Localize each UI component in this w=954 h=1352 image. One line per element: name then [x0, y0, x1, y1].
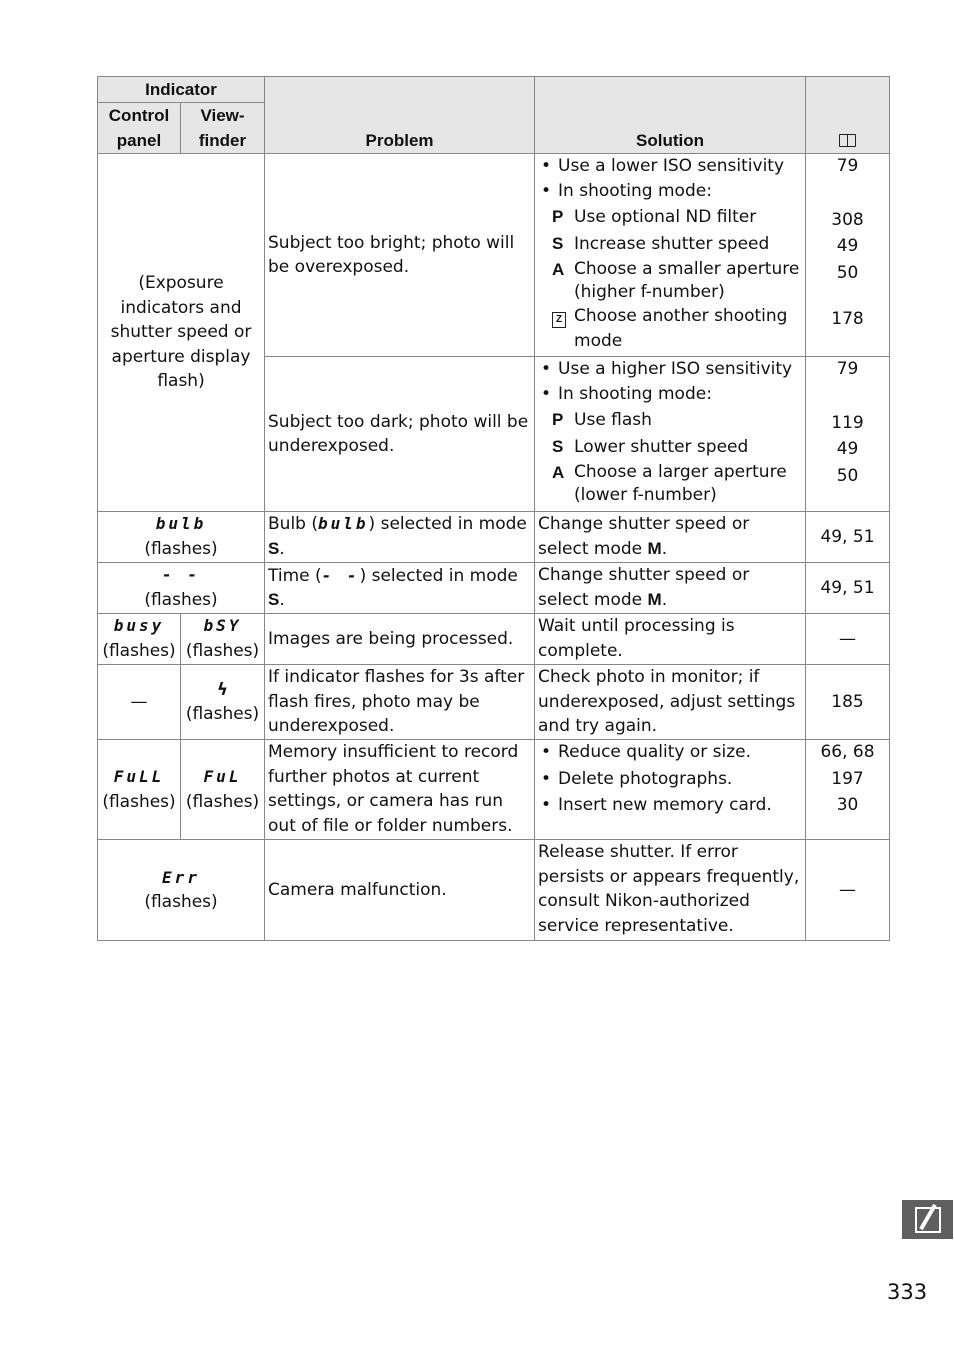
table-row — [98, 740, 890, 840]
indicator-cell — [98, 563, 265, 614]
flashes-label: (flashes) — [144, 589, 218, 610]
page-ref-cell: 79 119 49 50 — [806, 357, 890, 512]
lcd-indicator: busy — [113, 616, 165, 635]
solution-header: Solution — [535, 77, 806, 154]
flashes-label: (flashes) — [102, 640, 176, 661]
list-item: • Use a higher ISO sensitivity — [538, 357, 802, 382]
list-item: • In shooting mode: — [538, 382, 802, 407]
lcd-indicator: FuLL — [113, 767, 165, 786]
solution-cell: Check photo in monitor; if underexposed, adjust settings and try again. — [535, 665, 806, 740]
problem-cell: Bulb (bulb) selected in mode S. — [265, 512, 535, 563]
page-ref-cell: 185 — [806, 665, 890, 740]
troubleshooting-table — [97, 76, 890, 941]
page-ref-cell: — — [806, 840, 890, 941]
problem-header: Problem — [265, 77, 535, 154]
page-ref-header — [806, 77, 890, 154]
solution-cell: Wait until processing is complete. — [535, 614, 806, 665]
table-row — [98, 154, 890, 357]
table-row — [98, 665, 890, 740]
flashes-label: (flashes) — [185, 704, 260, 724]
control-panel-header: Control panel — [98, 103, 181, 154]
mode-item: A Choose a larger aperture (lower f-number) — [552, 462, 787, 505]
list-item: • Insert new memory card. — [538, 793, 802, 818]
page-ref-cell: 79 308 49 50 178 — [806, 154, 890, 357]
lcd-indicator: Err — [162, 867, 200, 887]
mode-item: S Increase shutter speed — [552, 233, 770, 254]
indicator-header: Indicator — [98, 77, 265, 103]
solution-cell — [535, 740, 806, 840]
viewfinder-header: View-finder — [181, 103, 265, 154]
control-panel-cell — [98, 740, 181, 840]
page-ref-cell: 66, 68 197 30 — [806, 740, 890, 840]
mode-item: A Choose a smaller aperture (higher f-number) — [552, 259, 800, 302]
list-item: • Delete photographs. — [538, 767, 802, 792]
problem-cell: Images are being processed. — [265, 614, 535, 665]
page-number: 333 — [887, 1280, 928, 1304]
table-row — [98, 614, 890, 665]
table-row — [98, 840, 890, 941]
control-panel-cell: — — [98, 665, 181, 740]
viewfinder-cell — [181, 665, 265, 740]
indicator-cell — [98, 512, 265, 563]
mode-item: P Use flash — [552, 410, 652, 430]
list-item: • In shooting mode: — [538, 179, 802, 204]
page-ref-cell: 49, 51 — [806, 563, 890, 614]
lcd-indicator: bSY — [203, 616, 242, 635]
problem-cell: Subject too bright; photo will be overexposed. — [265, 154, 535, 357]
list-item: • Use a lower ISO sensitivity — [538, 154, 802, 179]
lcd-indicator: - - — [162, 565, 200, 584]
viewfinder-cell — [181, 740, 265, 840]
page-ref-cell: — — [806, 614, 890, 665]
lcd-indicator: FuL — [203, 767, 242, 786]
solution-cell — [535, 357, 806, 512]
mode-item: P Use optional ND filter — [552, 207, 757, 227]
pencil-tab-icon — [915, 1207, 941, 1233]
page-ref-cell: 49, 51 — [806, 512, 890, 563]
mode-item: S Lower shutter speed — [552, 436, 749, 457]
solution-cell: Release shutter. If error persists or appears frequently, consult Nikon-authorized service representative. — [535, 840, 806, 941]
scene-mode-icon: Z — [552, 312, 566, 328]
flashes-label: (flashes) — [185, 640, 260, 661]
table-row — [98, 563, 890, 614]
problem-cell: Memory insufficient to record further photos at current settings, or camera has run out of file or folder numbers. — [265, 740, 535, 840]
flashes-label: (flashes) — [144, 892, 218, 912]
indicator-cell — [98, 840, 265, 941]
problem-cell: Time (- -) selected in mode S. — [265, 563, 535, 614]
solution-cell: Change shutter speed or select mode M. — [535, 512, 806, 563]
mode-item: Z Choose another shooting mode — [538, 304, 802, 353]
viewfinder-cell — [181, 614, 265, 665]
lcd-indicator: bulb — [155, 514, 207, 533]
book-icon — [839, 134, 856, 147]
table-row — [98, 512, 890, 563]
flashes-label: (flashes) — [102, 791, 176, 812]
flash-icon: ϟ — [216, 679, 229, 700]
list-item: • Reduce quality or size. — [538, 740, 802, 765]
flashes-label: (flashes) — [144, 538, 218, 559]
section-tab — [902, 1200, 953, 1239]
solution-cell: Change shutter speed or select mode M. — [535, 563, 806, 614]
problem-cell: Subject too dark; photo will be underexposed. — [265, 357, 535, 512]
problem-cell: If indicator flashes for 3s after flash fires, photo may be underexposed. — [265, 665, 535, 740]
flashes-label: (flashes) — [185, 791, 260, 812]
problem-cell: Camera malfunction. — [265, 840, 535, 941]
exposure-indicator-cell: (Exposure indicators and shutter speed or aperture display flash) — [98, 154, 265, 512]
solution-cell — [535, 154, 806, 357]
table-header — [98, 77, 890, 154]
control-panel-cell — [98, 614, 181, 665]
